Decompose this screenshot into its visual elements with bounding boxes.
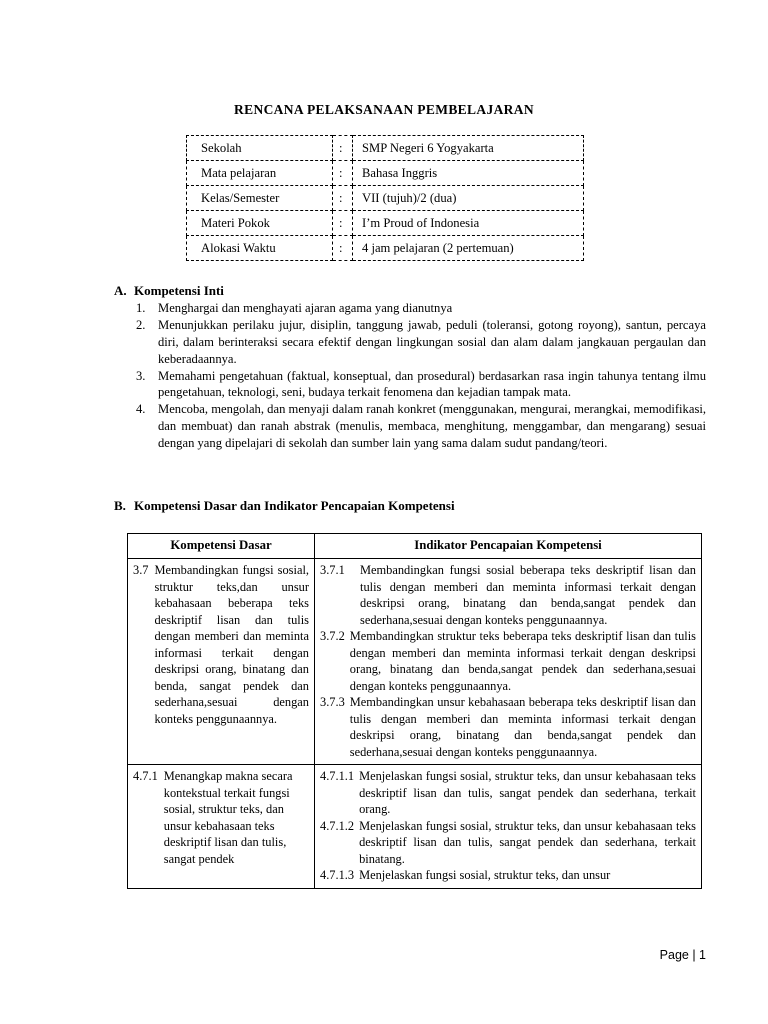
kd-entry — [133, 562, 309, 727]
identity-value: Bahasa Inggris — [353, 161, 584, 186]
identity-value: I’m Proud of Indonesia — [353, 211, 584, 236]
list-item-number: 1. — [136, 301, 146, 315]
section-a-letter: A. — [114, 283, 127, 298]
identity-value: VII (tujuh)/2 (dua) — [353, 186, 584, 211]
indicator-item — [320, 694, 696, 760]
table-row — [128, 559, 702, 765]
cell-indikator — [315, 559, 702, 765]
indicator-code: 4.7.1.3 — [320, 868, 355, 882]
kd-code: 3.7 — [133, 563, 149, 577]
column-header-indikator: Indikator Pencapaian Kompetensi — [315, 534, 702, 559]
indicator-code: 4.7.1.1 — [320, 769, 355, 783]
indicator-item — [320, 768, 696, 818]
cell-kompetensi-dasar — [128, 765, 315, 889]
identity-label: Sekolah — [187, 136, 333, 161]
kd-code: 4.7.1 — [133, 769, 158, 783]
identity-label: Materi Pokok — [187, 211, 333, 236]
kd-text: Menangkap makna secara kontekstual terkait fungsi sosial, struktur teks, dan unsur kebahasaan teks deskriptif lisan dan tulis, sangat pendek — [163, 769, 293, 866]
identity-separator: : — [333, 211, 353, 236]
indicator-item — [320, 818, 696, 868]
identity-value: SMP Negeri 6 Yogyakarta — [353, 136, 584, 161]
competency-table — [127, 533, 702, 889]
identity-label: Kelas/Semester — [187, 186, 333, 211]
identity-label: Mata pelajaran — [187, 161, 333, 186]
section-b-title: Kompetensi Dasar dan Indikator Pencapaian Kompetensi — [134, 498, 455, 513]
identity-separator: : — [333, 136, 353, 161]
indicator-code: 3.7.3 — [320, 695, 345, 709]
list-item-number: 3. — [136, 368, 146, 383]
indicator-text: Menjelaskan fungsi sosial, struktur teks, dan unsur kebahasaan teks deskriptif lisan dan tulis, sangat pendek dan sederhana, terkait binatang. — [359, 818, 696, 866]
page-footer: Page | 1 — [659, 948, 706, 962]
indicator-text: Menjelaskan fungsi sosial, struktur teks, dan unsur — [359, 868, 611, 882]
indicator-text: Menjelaskan fungsi sosial, struktur teks, dan unsur kebahasaan teks deskriptif lisan dan tulis, sangat pendek dan sederhana, terkait orang. — [359, 769, 696, 816]
kd-entry — [133, 768, 309, 867]
kd-text: Membandingkan fungsi sosial, struktur teks,dan unsur kebahasaan beberapa teks deskriptif lisan dan tulis dengan memberi dan meminta informasi terkait dengan deskripsi orang, binatang dan benda, sangat pendek dan sederhana,sesuai dengan konteks penggunaannya. — [154, 563, 309, 726]
indicator-text: Membandingkan fungsi sosial beberapa teks deskriptif lisan dan tulis dengan memberi dan meminta informasi terkait dengan deskripsi orang, binatang dan benda,sangat pendek dan sederhana,sesuai dengan konteks penggunaannya. — [360, 563, 696, 627]
identity-label: Alokasi Waktu — [187, 236, 333, 261]
list-item-number: 2. — [136, 317, 146, 332]
indicator-item — [320, 628, 696, 694]
list-item-text: Memahami pengetahuan (faktual, konseptual, dan prosedural) berdasarkan rasa ingin tahunya tentang ilmu pengetahuan, teknologi, seni, budaya terkait fenomena dan kejadian tampak mata. — [158, 368, 706, 400]
identity-separator: : — [333, 161, 353, 186]
table-header-row — [128, 534, 702, 559]
section-b-letter: B. — [114, 498, 126, 513]
indicator-code: 3.7.2 — [320, 629, 345, 643]
list-item-number: 4. — [136, 402, 146, 417]
cell-indikator — [315, 765, 702, 889]
list-item-text: Mencoba, mengolah, dan menyaji dalam ranah konkret (menggunakan, mengurai, merangkai, memodifikasi, dan membuat) dan ranah abstrak (menulis, membaca, menghitung, menggambar, dan mengarang) sesuai dengan yang dipelajari di sekolah dan sumber lain yang sama dalam sudut pandang/teori. — [158, 402, 706, 450]
cell-kompetensi-dasar — [128, 559, 315, 765]
identity-separator: : — [333, 236, 353, 261]
list-item-text: Menghargai dan menghayati ajaran agama yang dianutnya — [158, 301, 453, 315]
section-a-title: Kompetensi Inti — [134, 283, 224, 298]
identity-separator: : — [333, 186, 353, 211]
indicator-item — [320, 867, 696, 884]
indicator-text: Membandingkan unsur kebahasaan beberapa teks deskriptif lisan dan tulis dengan memberi dan meminta informasi terkait dengan deskripsi orang, binatang dan benda,sangat pendek dan sederhana,sesuai dengan konteks penggunaannya. — [349, 695, 696, 759]
list-item-text: Menunjukkan perilaku jujur, disiplin, tanggung jawab, peduli (toleransi, gotong royong), santun, percaya diri, dalam berinteraksi secara efektif dengan lingkungan sosial dan alam dalam jangkauan pergaulan dan keberadaannya. — [158, 317, 706, 366]
indicator-code: 4.7.1.2 — [320, 818, 355, 833]
document-title: RENCANA PELAKSANAAN PEMBELAJARAN — [234, 102, 534, 117]
identity-value: 4 jam pelajaran (2 pertemuan) — [353, 236, 584, 261]
indicator-text: Membandingkan struktur teks beberapa teks deskriptif lisan dan tulis dengan memberi dan meminta informasi terkait dengan deskripsi orang, binatang dan benda,sangat pendek dan sederhana,sesuai dengan konteks penggunaannya. — [349, 629, 696, 693]
column-header-kompetensi-dasar: Kompetensi Dasar — [128, 534, 315, 559]
table-row — [128, 765, 702, 889]
indicator-code: 3.7.1 — [320, 563, 345, 577]
indicator-item — [320, 562, 696, 628]
